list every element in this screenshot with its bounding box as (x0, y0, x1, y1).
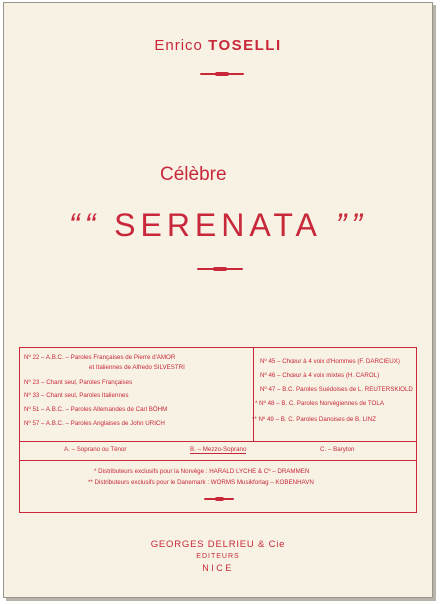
distributor-denmark: ** Distributeurs exclusifs pour le Danemark : WORMS Musikforlag – KOBENHAVN (88, 479, 314, 486)
composer-last-name: TOSELLI (208, 37, 282, 54)
column-divider (253, 348, 254, 441)
editions-box (19, 347, 417, 513)
ornament-swash-box (204, 498, 234, 500)
title-text: SERENATA (114, 207, 322, 243)
divider-distributors (20, 460, 416, 461)
ornament-swash (200, 73, 244, 75)
edition-left-3: Nº 23 – Chant seul, Paroles Françaises (24, 379, 133, 386)
edition-left-2: et Italiennes de Alfredo SILVESTRI (89, 364, 185, 371)
voice-c: C. – Baryton (320, 446, 355, 453)
score-cover (3, 2, 433, 598)
distributor-norway: * Distributeurs exclusifs pour la Norvège : HARALD LYCHE & Cº – DRAMMEN (94, 468, 310, 475)
voice-a: A. – Soprano ou Ténor (64, 446, 127, 453)
composer-name (4, 37, 432, 54)
quote-open-2: “ (84, 207, 101, 243)
edition-right-4: * Nº 48 – B. C. Paroles Norvégiennes de TOLA (255, 400, 384, 407)
publisher-name: GEORGES DELRIEU & Cie (150, 539, 286, 550)
quote-open: “ (68, 207, 85, 243)
edition-right-1: Nº 45 – Chœur à 4 voix d'Hommes (F. DARCIEUX) (260, 358, 400, 365)
edition-left-1: Nº 22 – A.B.C. – Paroles Françaises de Pierre d'AMOR (24, 354, 176, 361)
ornament-swash-title (197, 268, 243, 270)
edition-right-2: Nº 46 – Chœur à 4 voix mixtes (H. CAROL) (260, 372, 380, 379)
composer-first-name: Enrico (154, 37, 203, 54)
publisher-city: NICE (202, 563, 234, 573)
title-prefix: Célèbre (160, 164, 227, 185)
edition-right-5: ** Nº 49 – B. C. Paroles Danoises de B. LINZ (252, 416, 377, 423)
piece-title (4, 207, 432, 244)
edition-left-5: Nº 51 – A.B.C. – Paroles Allemandes de Carl BÖHM (24, 406, 168, 413)
voice-b: B. – Mezzo-Soprano (190, 446, 247, 453)
edition-left-4: Nº 33 – Chant seul, Paroles Italiennes (24, 392, 129, 399)
divider-voices (20, 441, 416, 442)
edition-left-6: Nº 57 – A.B.C. – Paroles Anglaises de John URICH (24, 420, 165, 427)
edition-right-3: Nº 47 – B.C. Paroles Suédoises de L. REUTERSKIOLD (260, 386, 413, 393)
publisher-role: EDITEURS (196, 553, 240, 560)
quote-close: ” (335, 207, 352, 243)
quote-close-2: ” (351, 207, 368, 243)
